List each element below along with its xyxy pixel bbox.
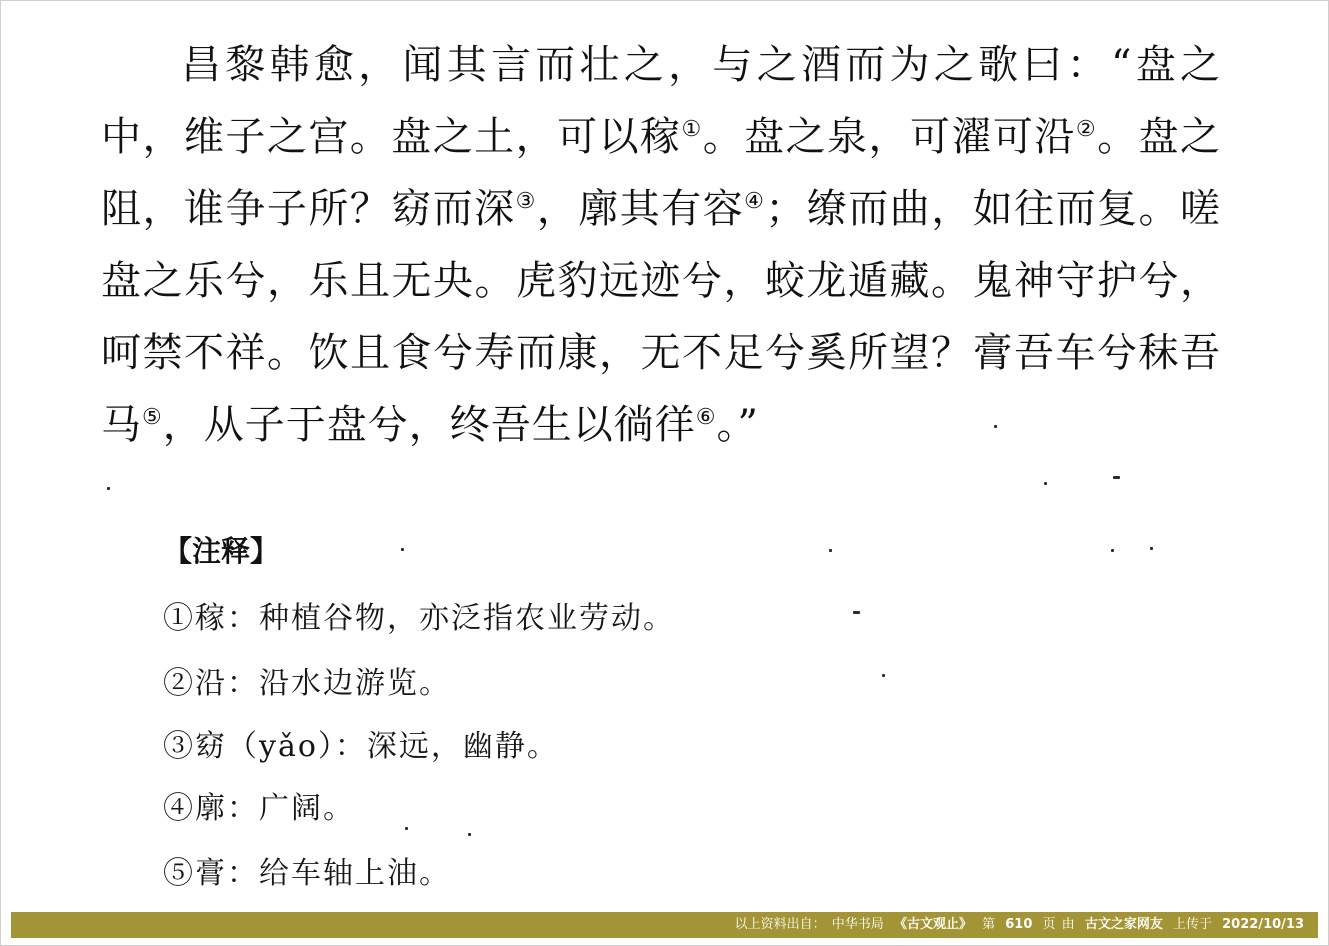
footer-date: 2022/10/13 (1222, 917, 1304, 932)
footer-page-word: 第 (982, 917, 996, 932)
scan-speck (405, 827, 408, 830)
footer-page-number: 610 (1005, 917, 1033, 932)
passage-segment: 。” (716, 402, 759, 448)
scan-speck (1150, 547, 1153, 550)
footnote-ref: ④ (744, 189, 766, 214)
scan-speck (1044, 482, 1047, 485)
footer-publisher: 中华书局 (831, 917, 884, 932)
footnote-ref: ③ (515, 189, 537, 214)
passage-text (101, 29, 1221, 461)
notes-heading: 【注释】 (163, 534, 280, 568)
scan-speck (853, 611, 860, 614)
source-citation (735, 912, 1308, 938)
scan-speck (107, 487, 110, 490)
footer-book-title: 《古文观止》 (893, 917, 972, 932)
source-footer (11, 912, 1318, 938)
footer-by-word: 页 由 (1042, 917, 1075, 932)
passage-segment: 。盘之阻，谁争子所？窈而深 (101, 114, 1221, 232)
note-item: ④廓：广阔。 (163, 791, 355, 826)
note-item: ②沿：沿水边游览。 (163, 666, 451, 701)
footnote-ref: ⑥ (695, 405, 717, 430)
footer-upload-word: 上传于 (1172, 917, 1212, 932)
footnote-ref: ① (681, 117, 703, 142)
passage-segment: 昌黎韩愈，闻其言而壮之，与之酒而为之歌曰：“盘之中，维子之宫。盘之土，可以稼 (101, 42, 1221, 160)
scanned-book-page (1, 1, 1328, 911)
scan-speck (994, 425, 997, 428)
scan-speck (1111, 549, 1114, 552)
scan-speck (401, 548, 404, 551)
passage-segment: ，从子于盘兮，终吾生以徜徉 (162, 402, 696, 448)
scan-speck (468, 833, 471, 836)
footnote-ref: ⑤ (142, 405, 163, 430)
footnote-ref: ② (1075, 117, 1098, 142)
note-item: ①稼：种植谷物，亦泛指农业劳动。 (163, 601, 675, 636)
note-item: ③窈（yǎo）：深远，幽静。 (163, 729, 559, 764)
passage-segment: 。盘之泉，可濯可沿 (702, 114, 1076, 160)
footer-prefix: 以上资料出自： (734, 917, 826, 932)
note-item: ⑤膏：给车轴上油。 (163, 856, 451, 891)
footer-uploader: 古文之家网友 (1084, 917, 1163, 932)
passage-segment: ；缭而曲，如往而复。嗟盘之乐兮，乐且无央。虎豹远迹兮，蛟龙遁藏。鬼神守护兮，呵禁不祥。饮且食兮寿而康，无不足兮奚所望？膏吾车兮秣吾马 (101, 186, 1222, 448)
scan-speck (829, 549, 832, 552)
passage-segment: ，廓其有容 (536, 186, 745, 232)
scan-speck (882, 674, 885, 677)
scan-speck (1113, 476, 1120, 479)
